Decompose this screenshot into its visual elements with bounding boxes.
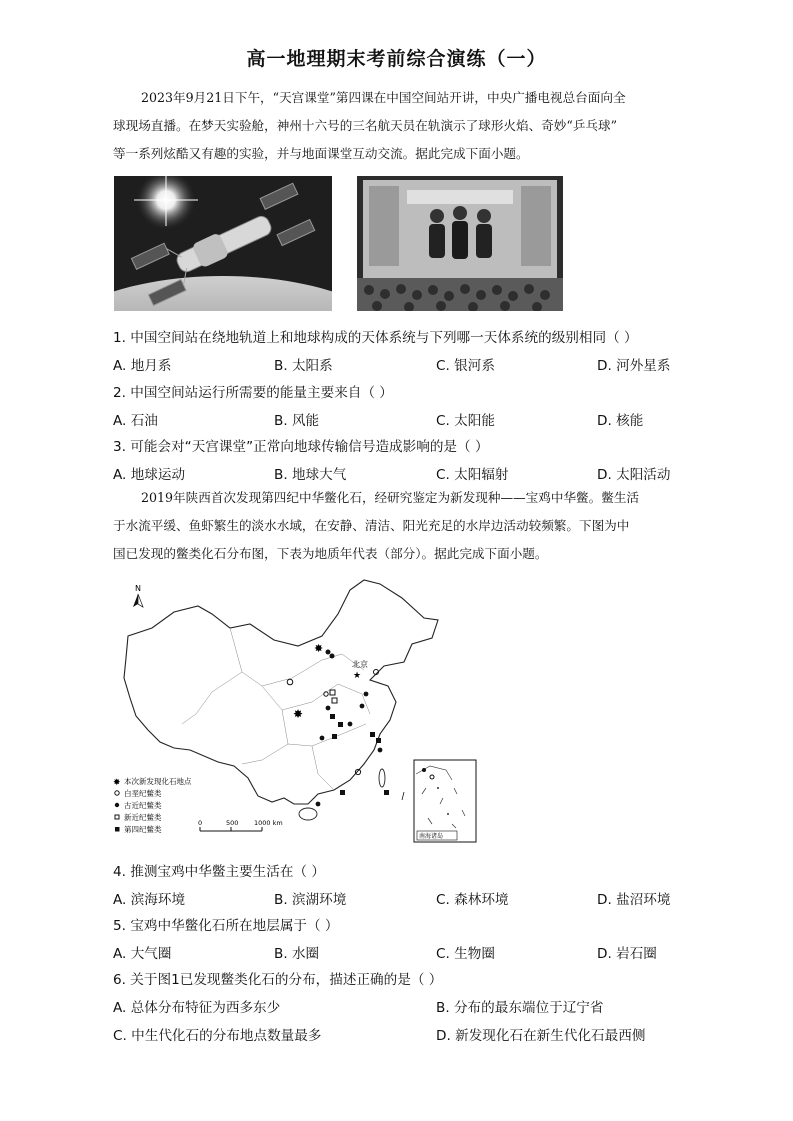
province-boundaries	[182, 628, 370, 790]
fossil-markers	[287, 642, 389, 806]
question-6-option-a[interactable]: A. 总体分布特征为西多东少	[113, 1000, 281, 1016]
svg-text:✸: ✸	[113, 778, 121, 788]
question-1-option-a[interactable]: A. 地月系	[113, 358, 172, 374]
passage-1-line-2: 球现场直播。在梦天实验舱，神州十六号的三名航天员在轨演示了球形火焰、奇妙“乒乓球”	[113, 118, 618, 133]
question-3-option-b[interactable]: B. 地球大气	[274, 467, 347, 483]
question-1-option-c[interactable]: C. 银河系	[436, 358, 495, 374]
page-title: 高一地理期末考前综合演练（一）	[246, 48, 547, 70]
capital-star-icon: ★	[353, 671, 362, 681]
scale-bar	[198, 819, 283, 831]
question-6-option-b[interactable]: B. 分布的最东端位于辽宁省	[436, 1000, 604, 1016]
question-3-option-a[interactable]: A. 地球运动	[113, 467, 186, 483]
question-5-option-d[interactable]: D. 岩石圈	[597, 946, 657, 962]
question-1-stem: 1. 中国空间站在绕地轨道上和地球构成的天体系统与下列哪一天体系统的级别相同（ ）	[113, 330, 638, 346]
space-station-photo	[114, 176, 332, 311]
question-2-option-a[interactable]: A. 石油	[113, 413, 158, 429]
passage-2-line-2: 于水流平缓、鱼虾繁生的淡水水域，在安静、清洁、阳光充足的水岸边活动较频繁。下图为中	[113, 518, 630, 533]
china-outline	[124, 580, 438, 804]
question-5-option-c[interactable]: C. 生物圈	[436, 946, 495, 962]
new-fossil-marker: ✸	[314, 642, 324, 655]
legend-quaternary: 第四纪鳖类	[124, 825, 162, 834]
fossil-distribution-map	[112, 574, 482, 848]
inset-label: 南海诸岛	[419, 833, 444, 840]
taiwan-island	[379, 769, 385, 787]
legend-new-site: 本次新发现化石地点	[124, 777, 192, 786]
legend-paleogene: 古近纪鳖类	[124, 801, 162, 810]
question-4-stem: 4. 推测宝鸡中华鳖主要生活在（ ）	[113, 864, 325, 880]
svg-text:500: 500	[226, 819, 239, 827]
question-4-option-c[interactable]: C. 森林环境	[436, 892, 509, 908]
question-3-option-c[interactable]: C. 太阳辐射	[436, 467, 509, 483]
question-5-option-b[interactable]: B. 水圈	[274, 946, 320, 962]
passage-2-line-3: 国已发现的鳖类化石分布图，下表为地质年代表（部分）。据此完成下面小题。	[113, 546, 548, 561]
question-6-option-c[interactable]: C. 中生代化石的分布地点数量最多	[113, 1028, 322, 1044]
legend-neogene: 新近纪鳖类	[124, 813, 162, 822]
north-arrow-icon	[133, 584, 143, 607]
svg-text:1000 km: 1000 km	[254, 819, 283, 827]
passage-2-line-1: 2019年陕西首次发现第四纪中华鳖化石，经研究鉴定为新发现种——宝鸡中华鳖。鳖生活	[141, 490, 640, 505]
question-1-option-b[interactable]: B. 太阳系	[274, 358, 333, 374]
question-2-option-d[interactable]: D. 核能	[597, 413, 644, 429]
question-6-stem: 6. 关于图1已发现鳖类化石的分布，描述正确的是（ ）	[113, 972, 443, 988]
passage-1-line-3: 等一系列炫酷又有趣的实验，并与地面课堂互动交流。据此完成下面小题。	[113, 146, 529, 161]
passage-2	[113, 484, 685, 568]
question-5-option-a[interactable]: A. 大气圈	[113, 946, 172, 962]
beijing-label: 北京	[352, 660, 368, 669]
tiangong-classroom-photo	[357, 176, 563, 311]
question-6-option-d[interactable]: D. 新发现化石在新生代化石最西侧	[436, 1028, 646, 1044]
question-3-stem: 3. 可能会对“天宫课堂”正常向地球传输信号造成影响的是（ ）	[113, 439, 489, 455]
south-china-sea-inset	[414, 760, 476, 842]
question-2-stem: 2. 中国空间站运行所需要的能量主要来自（ ）	[113, 385, 393, 401]
north-label: N	[135, 584, 141, 593]
question-1-option-d[interactable]: D. 河外星系	[597, 358, 671, 374]
passage-1-line-1: 2023年9月21日下午，“天宫课堂”第四课在中国空间站开讲，中央广播电视总台面向全	[141, 90, 626, 105]
question-2-option-c[interactable]: C. 太阳能	[436, 413, 495, 429]
question-4-option-b[interactable]: B. 滨湖环境	[274, 892, 347, 908]
hainan-island	[299, 808, 317, 820]
question-3-option-d[interactable]: D. 太阳活动	[597, 467, 671, 483]
question-2-option-b[interactable]: B. 风能	[274, 413, 320, 429]
map-legend	[113, 776, 192, 834]
question-4-option-a[interactable]: A. 滨海环境	[113, 892, 186, 908]
new-fossil-marker: ✸	[293, 707, 304, 721]
question-4-option-d[interactable]: D. 盐沼环境	[597, 892, 671, 908]
passage-1	[113, 84, 685, 168]
svg-text:0: 0	[198, 819, 203, 827]
legend-cretaceous: 白垩纪鳖类	[124, 789, 162, 798]
question-5-stem: 5. 宝鸡中华鳖化石所在地层属于（ ）	[113, 918, 339, 934]
